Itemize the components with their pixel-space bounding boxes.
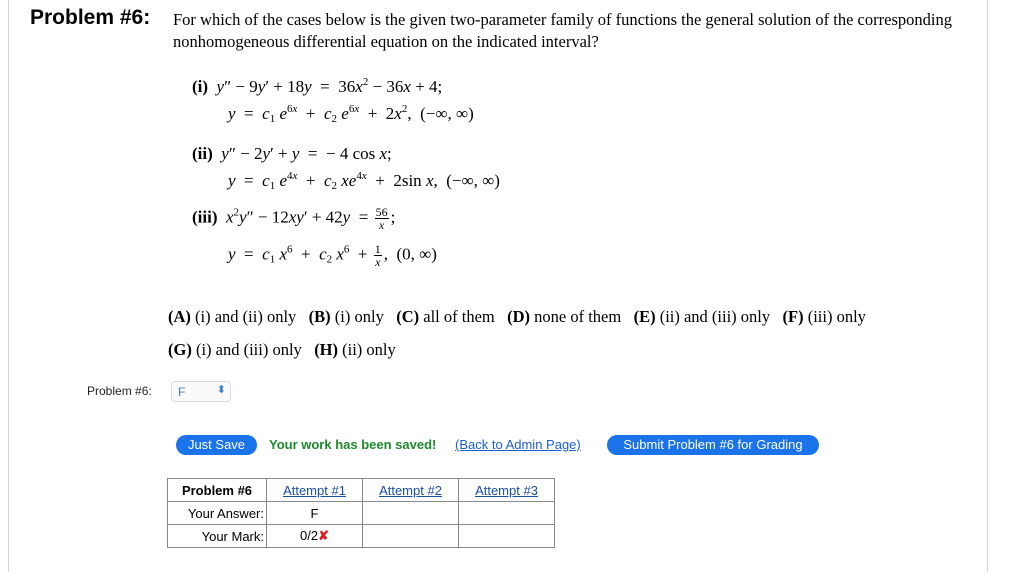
table-row [168, 502, 555, 525]
mark-row-label: Your Mark: [168, 525, 267, 548]
case-iii-solution: $y = c_1$ $x^6 + c_2$ $x^6$ + $\frac{1}{x}$ , (0, ∞) [228, 242, 437, 269]
mark-attempt-1 [267, 525, 363, 548]
case-iii-label: (iii) [192, 207, 218, 227]
select-updown-icon: ⬍ [216, 384, 226, 396]
choice-f-text: (iii) only [807, 307, 866, 326]
case-iii-equation: (iii) $x^2y'' - 12xy' + 42y$ = $\frac{56}{x}$ ; [192, 205, 396, 232]
header-attempt-3[interactable]: Attempt #3 [459, 479, 555, 502]
table-row [168, 525, 555, 548]
choice-g-key: (G) [168, 340, 192, 359]
case-i-label: (i) [192, 77, 209, 96]
case-i-equation: (i) $y'' - 9y' + 18y = 36x^2 - 36x + 4$; [192, 76, 443, 96]
case-i-solution: $y = c_1$ $e^{6x} + c_2$ $e^{6x} + 2x^2$, (−∞, ∞) [228, 103, 474, 125]
mark-value: 0/2 [300, 528, 319, 543]
answer-attempt-1: F [267, 502, 363, 525]
answer-attempt-2 [363, 502, 459, 525]
answer-attempt-3 [459, 502, 555, 525]
case-ii-equation: (ii) y″ − 2y′ + y = − 4 cos x; [192, 144, 392, 163]
choice-b-key: (B) [308, 307, 331, 326]
answer-label: Problem #6: [87, 384, 152, 398]
answer-row-label: Your Answer: [168, 502, 267, 525]
back-to-admin-link[interactable]: (Back to Admin Page) [455, 437, 581, 452]
choice-b-text: (i) only [334, 307, 384, 326]
problem-title: Problem #6: [30, 6, 151, 29]
header-problem: Problem #6 [168, 479, 267, 502]
incorrect-x-icon: ✘ [318, 528, 329, 543]
choice-f-key: (F) [782, 307, 804, 326]
choice-a-text: (i) and (ii) only [195, 307, 297, 326]
choice-c-key: (C) [396, 307, 420, 326]
problem-prompt: For which of the cases below is the given two-parameter family of functions the general solution of the corresponding nonhomogeneous differential equation on the indicated interval? [173, 10, 952, 51]
just-save-button[interactable]: Just Save [176, 435, 257, 455]
choice-d-key: (D) [507, 307, 531, 326]
answer-selected-value: F [178, 385, 186, 399]
choice-e-key: (E) [633, 307, 656, 326]
choice-e-text: (ii) and (iii) only [659, 307, 771, 326]
choice-a-key: (A) [168, 307, 191, 326]
header-attempt-2[interactable]: Attempt #2 [363, 479, 459, 502]
attempts-table [167, 478, 555, 548]
choice-g-text: (i) and (iii) only [195, 340, 302, 359]
choice-d-text: none of them [534, 307, 622, 326]
mark-attempt-2 [363, 525, 459, 548]
choice-h-text: (ii) only [342, 340, 396, 359]
choices-line-1 [168, 307, 866, 327]
choice-h-key: (H) [314, 340, 339, 359]
table-row [168, 479, 555, 502]
case-ii-solution: $y = c_1$ $e^{4x} + c_2$ $xe^{4x} + 2\sin$ x, (−∞, ∞) [228, 170, 500, 192]
choices-line-2 [168, 340, 396, 360]
answer-select[interactable] [171, 381, 231, 402]
submit-button[interactable]: Submit Problem #6 for Grading [607, 435, 819, 455]
case-ii-label: (ii) [192, 144, 213, 163]
choice-c-text: all of them [423, 307, 495, 326]
header-attempt-1[interactable]: Attempt #1 [267, 479, 363, 502]
mark-attempt-3 [459, 525, 555, 548]
saved-message: Your work has been saved! [269, 437, 437, 452]
